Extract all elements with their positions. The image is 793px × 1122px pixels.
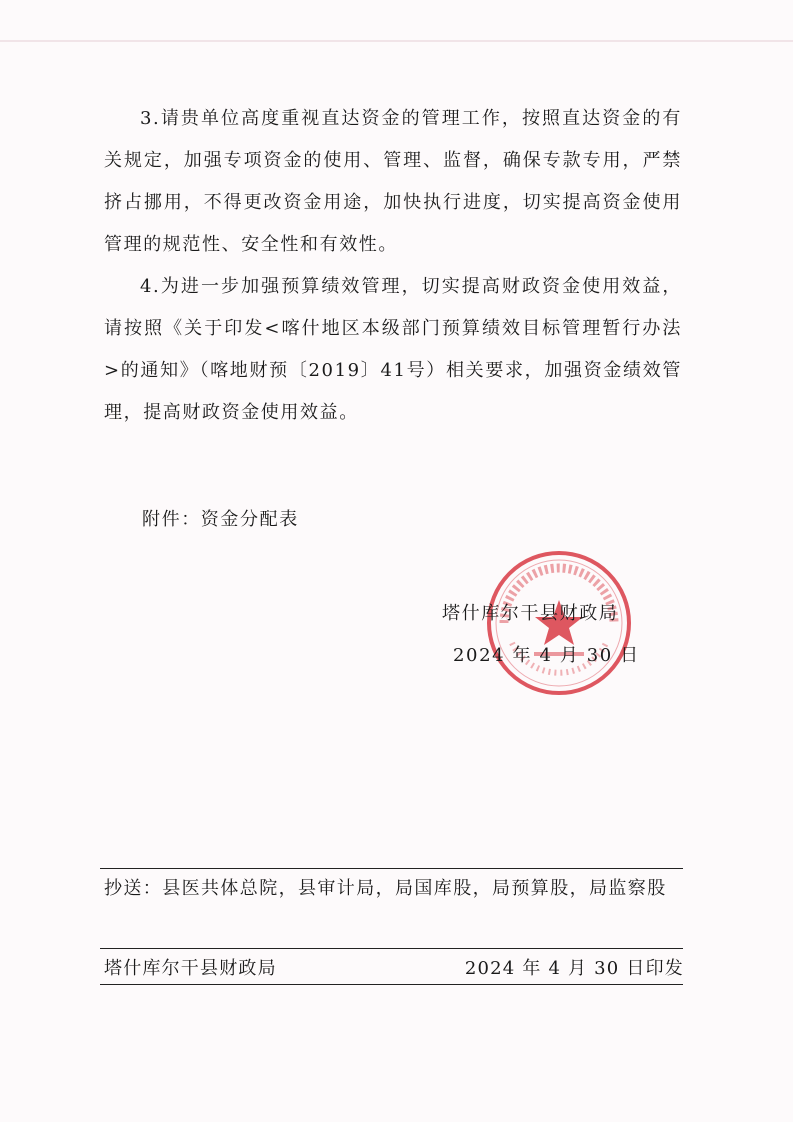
cc-top-rule xyxy=(100,868,683,869)
cc-bottom-rule xyxy=(100,948,683,949)
footer-issued-date: 2024 年 4 月 30 日印发 xyxy=(464,958,684,979)
paragraph-3: 3.请贵单位高度重视直达资金的管理工作，按照直达资金的有关规定，加强专项资金的使用、管理、监督，确保专款专用，严禁挤占挪用，不得更改资金用途，加快执行进度，切实提高资金使用管理的规范性、安全性和有效性。 xyxy=(104,108,682,255)
document-body xyxy=(104,98,682,434)
issuance-footer xyxy=(104,952,684,986)
paragraph-4: 4.为进一步加强预算绩效管理，切实提高财政资金使用效益，请按照《关于印发<喀什地区本级部门预算绩效目标管理暂行办法>的通知》（喀地财预〔2019〕41号）相关要求，加强资金绩效管理，提高财政资金使用效益。 xyxy=(104,276,682,423)
footer-bottom-rule xyxy=(100,984,683,985)
attachment-line: 附件：资金分配表 xyxy=(142,509,299,530)
signer-organization: 塔什库尔干县财政局 xyxy=(442,603,619,624)
scan-edge-line xyxy=(0,40,793,42)
signature-date: 2024 年 4 月 30 日 xyxy=(453,645,640,666)
footer-issuer: 塔什库尔干县财政局 xyxy=(104,958,277,979)
cc-distribution: 抄送：县医共体总院，县审计局，局国库股，局预算股，局监察股 xyxy=(104,878,667,899)
